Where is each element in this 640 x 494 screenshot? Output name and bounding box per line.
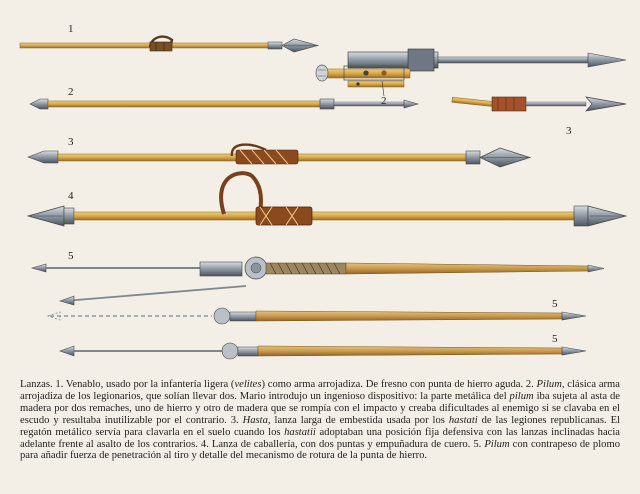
caption-italic-term: velites: [234, 379, 262, 390]
caption-run: iba sujeta al asta de madera por dos remaches, uno de hierro y otro de madera que se rompía con el impacto y creaba dificultades al enemigo si se clavaba en el escudo y resultaba inutilizable por el contrario. 3.: [20, 390, 620, 426]
pilum-detail-rivets: [316, 65, 410, 96]
caption-text: [20, 379, 620, 462]
label-3-fragment: 3: [566, 125, 572, 137]
caption-run: ) como arma arrojadiza. De fresno con punta de hierro aguda. 2.: [261, 379, 537, 390]
label-5: 5: [68, 250, 74, 262]
label-5-middle: 5: [552, 298, 558, 310]
label-5-lower: 5: [552, 333, 558, 345]
caption-run: de las legiones republicanas. El regatón metálico servía para clavarla en el suelo cuando los: [20, 414, 620, 438]
caption-run: adoptaban una posición fija defensiva con las lanzas inclinadas hacia adelante frente al asalto de los contrarios. 4. Lanza de caballería, con dos puntas y empuñadura de cuero. 5.: [20, 426, 620, 450]
spear-4-cavalry-lance: [28, 173, 626, 226]
pilum-detail-upper: [348, 49, 626, 71]
spear-2-pilum: [30, 99, 418, 109]
caption-italic-term: Hasta: [242, 414, 268, 426]
spear-5-weighted-pilum: [32, 257, 604, 279]
caption-run: , lanza larga de embestida usada por los: [267, 414, 449, 426]
spear-5-pilum-breaking: [48, 286, 586, 324]
spear-5-pilum-lower: [60, 343, 586, 359]
caption-italic-term: hastatii: [284, 426, 316, 438]
spear-3-hasta: [28, 145, 530, 167]
pilum-broken-fragment: [452, 97, 626, 111]
spear-1-venablo: [20, 37, 318, 52]
caption-italic-term: Pilum: [484, 438, 510, 450]
caption-italic-term: Pilum: [536, 379, 562, 390]
label-2: 2: [68, 86, 74, 98]
caption-run: con contrapeso de plomo para añadir fuerza de penetración al tiro y detalle del mecanismo de rotura de la punta de hierro.: [20, 438, 620, 462]
caption-italic-term: hastati: [448, 414, 478, 426]
caption-italic-term: pilum: [509, 390, 534, 402]
label-4: 4: [68, 190, 74, 202]
caption-run: , clásica arma arrojadiza de los legionarios, que solían llevar dos. Mario introdujo un ingenioso dispositivo: la parte metálica del: [20, 379, 620, 402]
label-2-detail: 2: [381, 95, 387, 107]
caption-run: Lanzas. 1. Venablo, usado por la infantería ligera (: [20, 379, 235, 390]
label-1: 1: [68, 23, 74, 35]
label-3: 3: [68, 136, 74, 148]
